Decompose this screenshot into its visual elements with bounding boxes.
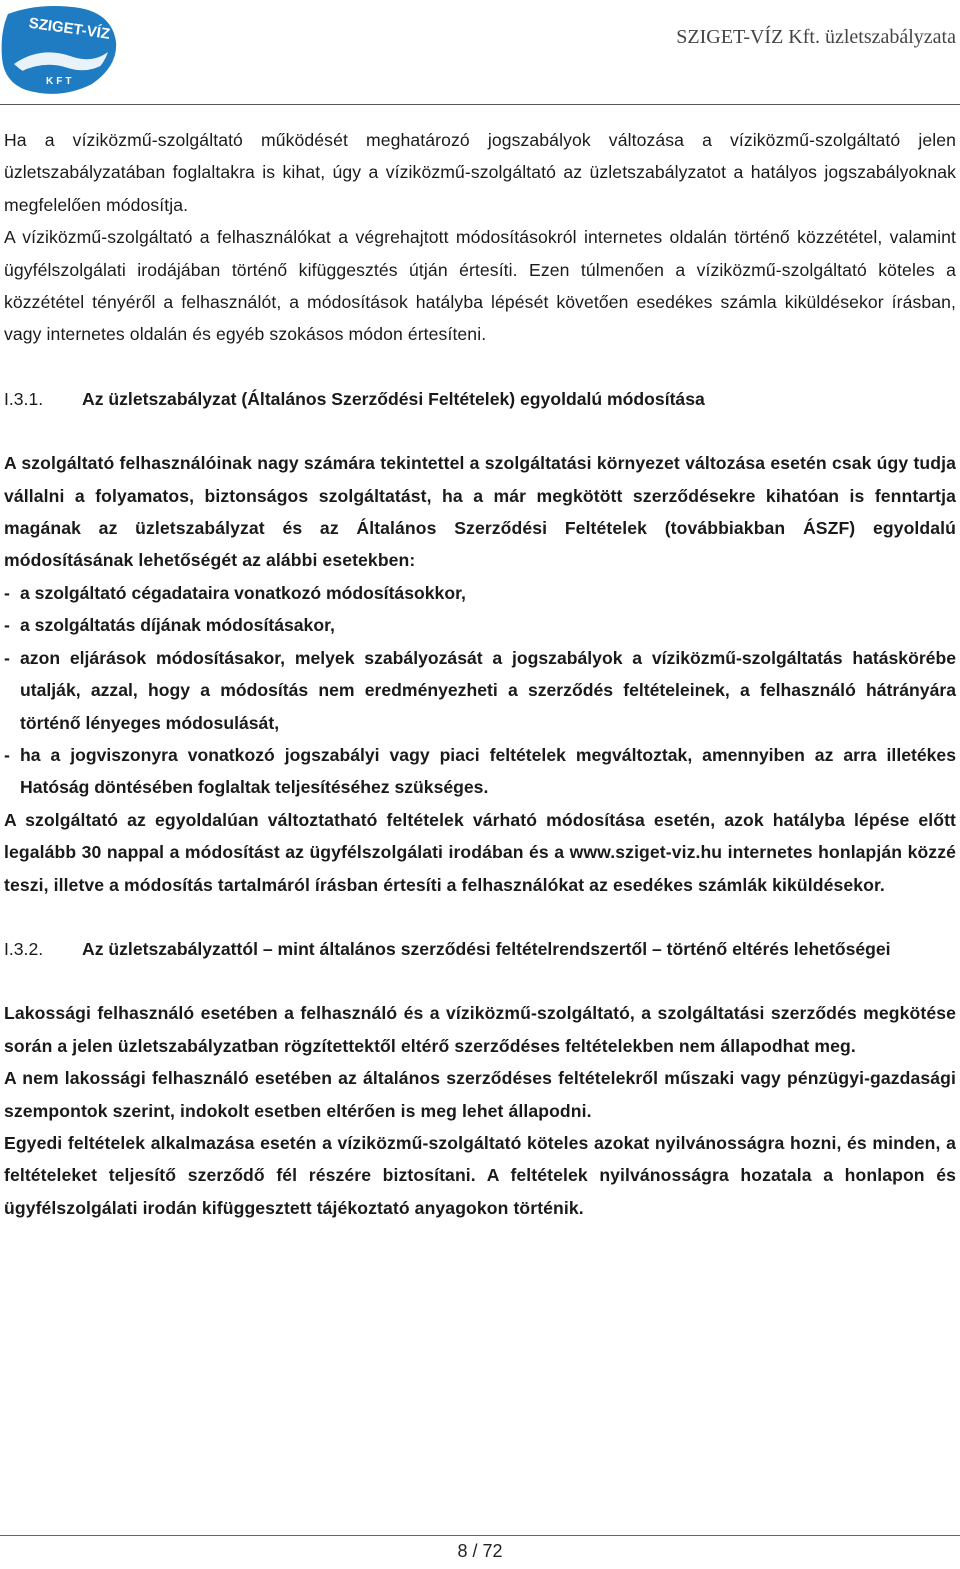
intro-paragraph-2: A víziközmű-szolgáltató a felhasználókat a végrehajtott módosításokról internetes oldalán történő közzététel, valamint ügyfélszolgálati irodájában történő kifüggesztés útján értesíti. Ezen túlmenően a víziközmű-szolgáltató köteles a közzététel tényéről a felhasználót, a módosítások hatályba lépését követően esedékes számla kiküldésekor írásban, vagy internetes oldalán és egyéb szokásos módon értesíteni. [4,227,956,345]
section2-paragraph-2: A nem lakossági felhasználó esetében az általános szerződéses feltételekről műszaki vagy pénzügyi-gazdasági szempontok szerint, indokolt esetben eltérően is meg lehet állapodni. [4,1068,956,1121]
list-item: - ha a jogviszonyra vonatkozó jogszabályi vagy piaci feltételek megváltoztak, amennyiben az arra illetékes Hatóság döntésében foglaltak teljesítéséhez szükséges. [4,744,956,798]
page-indicator: 8 / 72 [457,1541,503,1561]
section-heading-i-3-2 [4,933,956,965]
svg-text:SZIGET-VÍZ: SZIGET-VÍZ [27,14,112,43]
section-heading-i-3-1 [4,383,956,415]
footer-divider [0,1535,960,1536]
page-header [0,0,960,106]
list-item: - a szolgáltató cégadataira vonatkozó módosításokkor, [4,582,466,603]
company-logo [0,2,118,98]
section1-lead-paragraph: A szolgáltató felhasználóinak nagy számára tekintettel a szolgáltatási környezet változása esetén csak úgy tudja vállalni a folyamatos, biztonságos szolgáltatást, ha a már megkötött szerződésekre kihatóan is fenntartja magának az üzletszabályzat és az Általános Szerződési Feltételek (továbbiakban ÁSZF) egyoldalú módosításának lehetőségét az alábbi esetekben: [4,453,956,571]
section-title: Az üzletszabályzat (Általános Szerződési Feltételek) egyoldalú módosítása [82,388,705,409]
list-item: - a szolgáltatás díjának módosításakor, [4,615,335,636]
header-divider [0,104,960,105]
document-title: SZIGET-VÍZ Kft. üzletszabályzata [676,26,956,48]
section1-closing-paragraph: A szolgáltató az egyoldalúan változtatható feltételek várható módosítása esetén, azok hatályba lépése előtt legalább 30 nappal a módosítást az ügyfélszolgálati irodában és a www.sziget-viz.hu internetes honlapján közzé teszi, illetve a módosítás tartalmáról írásban értesíti a felhasználókat az esedékes számlák kiküldésekor. [4,809,956,895]
list-item: - azon eljárások módosításakor, melyek szabályozását a jogszabályok a víziközmű-szolgáltatás hatáskörébe utalják, azzal, hogy a módosítás nem eredményezheti a szerződés feltételeinek, a felhasználó hátrányára történő lényeges módosulását, [4,647,956,733]
page-content [4,124,956,1224]
section2-paragraph-3: Egyedi feltételek alkalmazása esetén a víziközmű-szolgáltató köteles azokat nyilvánosságra hozni, és minden, a feltételeket teljesítő szerződő fél részére biztosítani. A feltételek nyilvánosságra hozatala a honlapon és ügyfélszolgálati irodán kifüggesztett tájékoztató anyagokon történik. [4,1132,956,1218]
water-drop-logo-icon [0,2,118,98]
section-number: I.3.2. [4,938,44,959]
svg-text:KFT: KFT [46,76,75,87]
section-number: I.3.1. [4,388,44,409]
intro-paragraph-1: Ha a víziközmű-szolgáltató működését meghatározó jogszabályok változása a víziközmű-szolgáltató jelen üzletszabályzatában foglaltakra is kihat, úgy a víziközmű-szolgáltató az üzletszabályzatot a hatályos jogszabályoknak megfelelően módosítja. [4,130,956,215]
section2-paragraph-1: Lakossági felhasználó esetében a felhasználó és a víziközmű-szolgáltató, a szolgáltatási szerződés megkötése során a jelen üzletszabályzatban rögzítettektől eltérő szerződéses feltételekben nem állapodhat meg. [4,1003,956,1056]
section-title: Az üzletszabályzattól – mint általános szerződési feltételrendszertől – történő eltérés lehetőségei [82,938,891,959]
